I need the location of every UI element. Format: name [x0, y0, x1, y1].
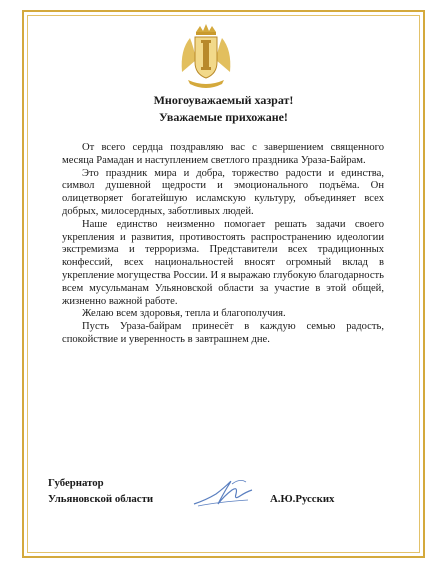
- signatory-title-line-1: Губернатор: [48, 477, 104, 489]
- signatory-name: А.Ю.Русских: [270, 493, 335, 505]
- salutation-line-2: Уважаемые прихожане!: [159, 110, 288, 124]
- coat-of-arms-icon: [178, 22, 234, 92]
- paragraph-closing: Пусть Ураза-байрам принесёт в каждую семью радость, спокойствие и уверенность в завтрашнем дне.: [62, 321, 384, 345]
- paragraph-wishes: Желаю всем здоровья, тепла и благополучия.: [82, 308, 286, 320]
- paragraph-holiday: Это праздник мира и добра, торжество радости и единства, символ душевной щедрости и эмоционального подъёма. Он олицетворяет богатейшую исламскую культуру, объединяет всех добрых, милосердных, заботливых людей.: [62, 167, 384, 217]
- paragraph-greeting: От всего сердца поздравляю вас с завершением священного месяца Рамадан и наступлением светлого праздника Ураза-Байрам.: [62, 142, 384, 166]
- signatory-title-line-2: Ульяновской области: [48, 493, 154, 505]
- letter-body: [62, 142, 384, 347]
- handwritten-signature-icon: [188, 474, 258, 512]
- paragraph-unity: Наше единство неизменно помогает решать задачи своего укрепления и развития, противостоять распространению идеологии экстремизма и терроризма. Представители всех традиционных конфессий, всех национальностей вносят огромный вклад в укрепление могущества России. И я выражаю глубокую благодарность всем мусульманам Ульяновской области за участие в этой общей, жизненно важной работе.: [62, 218, 384, 307]
- salutation-line-1: Многоуважаемый хазрат!: [153, 93, 294, 107]
